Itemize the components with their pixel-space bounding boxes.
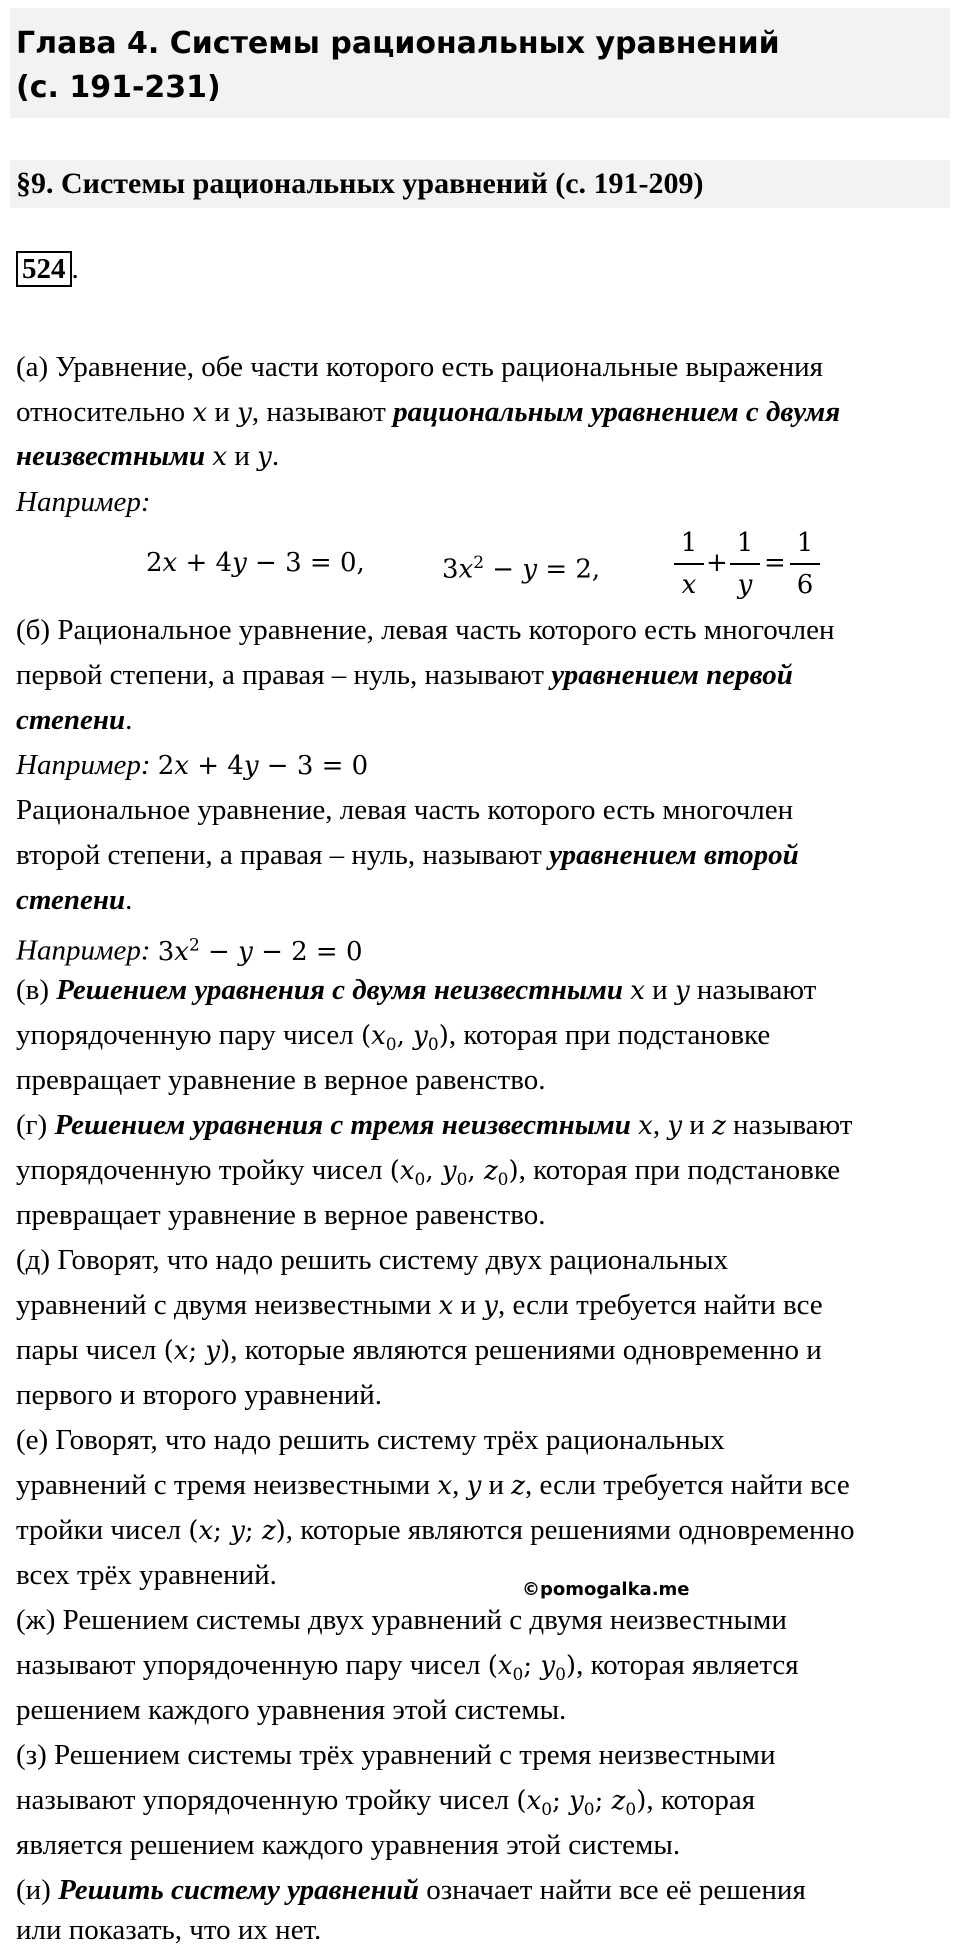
fraction-1-over-6: 1 6 bbox=[790, 525, 820, 603]
para-i-line2: или показать, что их нет. bbox=[16, 1914, 322, 1946]
para-v-line3: превращает уравнение в верное равенство. bbox=[16, 1064, 546, 1096]
para-d-line1: (д) Говорят, что надо решить систему двух рациональных bbox=[16, 1244, 729, 1276]
chapter-title-line2: (с. 191-231) bbox=[16, 70, 221, 105]
para-e-line3: тройки чисел (x; y; z), которые являются решениями одновременно bbox=[16, 1514, 855, 1546]
para-d-line2: уравнений с двумя неизвестными x и y, если требуется найти все bbox=[16, 1289, 823, 1321]
para-b-line3: степени. bbox=[16, 704, 133, 736]
fraction-1-over-x: 1 x bbox=[674, 525, 704, 603]
para-b2-line1: Рациональное уравнение, левая часть которого есть многочлен bbox=[16, 794, 794, 826]
para-e-line1: (е) Говорят, что надо решить систему трёх рациональных bbox=[16, 1424, 725, 1456]
para-z-line2: называют упорядоченную тройку чисел ($x_0$; $y_0$; $z_0$), которая bbox=[16, 1784, 756, 1821]
para-zh-line2: называют упорядоченную пару чисел ($x_0$; $y_0$), которая является bbox=[16, 1649, 799, 1686]
para-zh-line1: (ж) Решением системы двух уравнений с двумя неизвестными bbox=[16, 1604, 787, 1636]
para-b2-example: Например: $3x^2 - y - 2 = 0$ bbox=[16, 934, 363, 967]
para-v-line1: (в) Решением уравнения с двумя неизвестными x и y называют bbox=[16, 974, 817, 1006]
para-v-line2: упорядоченную пару чисел ($x_0$, $y_0$), которая при подстановке bbox=[16, 1019, 771, 1056]
chapter-title-line1: Глава 4. Системы рациональных уравнений bbox=[16, 26, 780, 61]
formula-2: $3x^2 - y = 2$, bbox=[442, 553, 601, 585]
para-b-line2: первой степени, а правая – нуль, называют уравнением первой bbox=[16, 659, 793, 691]
para-e-line2: уравнений с тремя неизвестными x, y и z, если требуется найти все bbox=[16, 1469, 850, 1501]
section-heading bbox=[10, 160, 950, 208]
para-g-line2: упорядоченную тройку чисел ($x_0$, $y_0$, $z_0$), которая при подстановке bbox=[16, 1154, 841, 1191]
equals-sign: = bbox=[764, 548, 786, 578]
para-g-line1: (г) Решением уравнения с тремя неизвестными x, y и z называют bbox=[16, 1109, 853, 1141]
chapter-heading bbox=[10, 8, 950, 118]
formula-row bbox=[0, 525, 960, 605]
fraction-1-over-y: 1 y bbox=[730, 525, 760, 603]
para-a-line1: (а) Уравнение, обе части которого есть рациональные выражения bbox=[16, 351, 823, 383]
example-label-a: Например: bbox=[16, 486, 151, 518]
para-z-line3: является решением каждого уравнения этой системы. bbox=[16, 1829, 681, 1861]
para-a-line3: неизвестными x и y. bbox=[16, 440, 280, 472]
para-b2-line3: степени. bbox=[16, 884, 133, 916]
para-b-line1: (б) Рациональное уравнение, левая часть которого есть многочлен bbox=[16, 614, 835, 646]
para-a-line2: относительно x и y, называют рациональным уравнением с двумя bbox=[16, 396, 841, 428]
para-d-line3: пары чисел (x; y), которые являются решениями одновременно и bbox=[16, 1334, 822, 1366]
para-z-line1: (з) Решением системы трёх уравнений с тремя неизвестными bbox=[16, 1739, 776, 1771]
task-number: 524 . bbox=[16, 252, 79, 286]
para-b-example: Например: 2x + 4y − 3 = 0 bbox=[16, 749, 369, 781]
para-i-line1: (и) Решить систему уравнений означает найти все её решения bbox=[16, 1874, 806, 1906]
para-e-line4: всех трёх уравнений. bbox=[16, 1559, 277, 1591]
para-g-line3: превращает уравнение в верное равенство. bbox=[16, 1199, 546, 1231]
para-b2-line2: второй степени, а правая – нуль, называют уравнением второй bbox=[16, 839, 799, 871]
plus-sign: + bbox=[706, 548, 728, 578]
task-number-box: 524 bbox=[16, 251, 72, 287]
para-zh-line3: решением каждого уравнения этой системы. bbox=[16, 1694, 567, 1726]
formula-1: 2x + 4y − 3 = 0, bbox=[146, 548, 365, 578]
watermark: ©pomogalka.me bbox=[522, 1579, 690, 1600]
para-d-line4: первого и второго уравнений. bbox=[16, 1379, 383, 1411]
section-title: §9. Системы рациональных уравнений (с. 191-209) bbox=[16, 167, 704, 200]
